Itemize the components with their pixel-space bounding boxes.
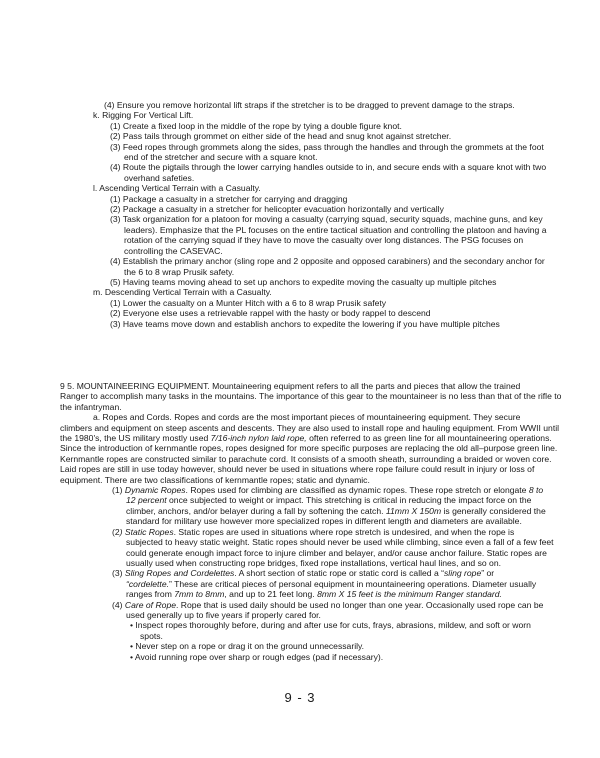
static-ropes-item xyxy=(60,526,554,569)
paragraph-line: climbers and equipment on steep ascents and descents. They are also used to install rope and hauling equipment. From WWII until xyxy=(60,422,560,433)
ranger-standard-emphasis: 8mm X 15 feet is the minimum Ranger standard. xyxy=(317,589,502,600)
rigging-steps-list xyxy=(60,121,550,183)
text-run: climber, anchors, and/or belayer during a fall by softening the catch. xyxy=(126,505,386,516)
ascending-step: rotation of the carrying squad if they have to move the casualty over long distances. The PSG focuses on xyxy=(124,235,524,246)
descending-steps-list xyxy=(60,298,550,329)
paragraph-line xyxy=(60,495,550,505)
page-number: 9 - 3 xyxy=(284,690,316,705)
text-emphasis: 7mm to 8mm xyxy=(174,589,225,600)
item-title: Care of Rope xyxy=(124,599,177,610)
paragraph-line: used generally up to five years if properly cared for. xyxy=(126,609,321,620)
dynamic-ropes-item xyxy=(60,485,550,527)
paragraph-line: Kernmantle ropes are constructed similar to parachute cord. It consists of a smooth sheath, surrounding a braided or woven core. xyxy=(60,453,552,464)
item-number: (3) xyxy=(112,568,125,579)
text-run: . Ropes used for climbing are classified as dynamic ropes. These rope stretch or elongate xyxy=(185,485,529,496)
text-run: the 1980's, the US military mostly used xyxy=(60,433,211,444)
section-intro-line: the infantryman. xyxy=(60,401,122,412)
heading-ascending-terrain: l. Ascending Vertical Terrain with a Casualty. xyxy=(93,183,261,194)
text-run: is generally considered the xyxy=(441,505,546,516)
rigging-step: (3) Feed ropes through grommets along the sides, pass through the handles and through the grommets at the foot xyxy=(110,141,544,152)
item-title: ) Static Ropes xyxy=(119,526,174,537)
text-run: often referred to as green line for all mountaineering operations. xyxy=(306,433,552,444)
rigging-step: end of the stretcher and secure with a square knot. xyxy=(124,152,318,163)
ascending-step: (2) Package a casualty in a stretcher for helicopter evacuation horizontally and vertically xyxy=(110,204,444,215)
rope-care-bullets xyxy=(60,620,550,662)
descending-step: (3) Have teams move down and establish anchors to expedite the lowering if you have multiple pitches xyxy=(110,318,500,329)
text-run: ” or xyxy=(481,568,495,579)
heading-rigging-vertical-lift: k. Rigging For Vertical Lift. xyxy=(93,110,194,121)
text-emphasis: “cordelette. xyxy=(126,578,169,589)
paragraph-line xyxy=(60,485,550,495)
rigging-step: (4) Route the pigtails through the lower carrying handles outside to in, and secure ends with a square knot with two xyxy=(110,162,547,173)
paragraph-line: could generate enough impact force to injure climber and belayer, and/or cause anchor failure. Static ropes are xyxy=(126,547,547,558)
stretcher-procedures xyxy=(60,100,550,329)
rigging-step: (1) Create a fixed loop in the middle of the rope by tying a double figure knot. xyxy=(110,120,402,131)
rope-care-bullet: • Never step on a rope or drag it on the ground unnecessarily. xyxy=(130,641,365,652)
item-number: (1) xyxy=(112,485,125,496)
descending-step: (1) Lower the casualty on a Munter Hitch with a 6 to 8 wrap Prusik safety xyxy=(110,297,387,308)
ascending-step: controlling the CASEVAC. xyxy=(124,245,223,256)
text-emphasis: 12 percent xyxy=(126,495,167,506)
ascending-step: (3) Task organization for a platoon for moving a casualty (carrying squad, security squads, machine guns, and key xyxy=(110,214,543,225)
section-mountaineering-equipment xyxy=(60,381,562,662)
ascending-step: the 6 to 8 wrap Prusik safety. xyxy=(124,266,235,277)
paragraph-line xyxy=(60,506,550,516)
ascending-step: (5) Having teams moving ahead to set up anchors to expedite moving the casualty up multiple pitches xyxy=(110,276,497,287)
rigging-step: overhand safeties. xyxy=(124,172,195,183)
text-run: . A short section of static rope or static cord is called a “ xyxy=(234,568,444,579)
paragraph-line: a. Ropes and Cords. Ropes and cords are the most important pieces of mountaineering equipment. They secure xyxy=(93,412,521,423)
paragraph-line: standard for military use however more specialized ropes in different length and diameters are available. xyxy=(126,516,522,527)
section-intro-line: 9 5. MOUNTAINEERING EQUIPMENT. Mountaineering equipment refers to all the parts and pieces that allow the trained xyxy=(60,381,521,391)
text-run: . Rope that is used daily should be used no longer than one year. Occasionally used rope can be xyxy=(176,599,544,610)
rigging-step: (2) Pass tails through grommet on either side of the head and snug knot against stretcher. xyxy=(110,131,452,142)
care-of-rope-item xyxy=(60,600,550,662)
paragraph-line xyxy=(60,527,550,537)
text-emphasis: sling rope xyxy=(443,568,482,579)
text-emphasis: 11mm X 150m xyxy=(385,505,442,516)
descending-step: (2) Everyone else uses a retrievable rappel with the hasty or body rappel to descend xyxy=(110,308,431,319)
heading-descending-terrain: m. Descending Vertical Terrain with a Casualty. xyxy=(93,287,272,298)
item-number: (4) xyxy=(112,599,125,610)
text-run: once subjected to weight or impact. This stretching is critical in reducing the impact force on the xyxy=(166,495,532,506)
paragraph-line xyxy=(60,568,550,578)
paragraph-line: Since the introduction of kernmantle ropes, ropes designed for more specific purposes are replacing the old all–purpose green line. xyxy=(60,443,558,454)
paragraph-line: equipment. There are two classifications of kernmantle ropes; static and dynamic. xyxy=(60,474,370,485)
rope-care-bullet: • Avoid running rope over sharp or rough edges (pad if necessary). xyxy=(130,651,384,662)
paragraph-line: Laid ropes are still in use today however, should never be used in situations where rope failure could result in injury or loss of xyxy=(60,464,535,475)
item-title: Dynamic Ropes xyxy=(124,485,186,496)
section-intro-line: Ranger to accomplish many tasks in the mountains. The importance of this gear to the mountaineer is no less than that of the rifle to xyxy=(60,391,562,402)
rope-spec-emphasis: 7/16-inch nylon laid rope, xyxy=(210,433,307,444)
paragraph-line xyxy=(60,433,550,443)
item-title: Sling Ropes and Cordelettes xyxy=(124,568,235,579)
text-run: ranges from xyxy=(126,589,175,600)
paragraph-line xyxy=(60,600,550,610)
ascending-step: leaders). Emphasize that the PL focuses on the entire tactical situation and controlling the platoon and having a xyxy=(124,224,547,235)
item-remove-lift-straps: (4) Ensure you remove horizontal lift straps if the stretcher is to be dragged to prevent damage to the straps. xyxy=(104,100,515,110)
ascending-steps-list xyxy=(60,194,550,288)
paragraph-line xyxy=(60,589,550,599)
sling-ropes-item xyxy=(60,568,550,599)
paragraph-line: usually used when constructing rope bridges, fixed rope installations, vertical haul lines, and so on. xyxy=(126,557,501,568)
ropes-and-cords-paragraph xyxy=(60,412,560,485)
rope-care-bullet: spots. xyxy=(140,630,163,641)
rope-care-bullet: • Inspect ropes thoroughly before, during and after use for cuts, frays, abrasions, mildew, and soft or worn xyxy=(130,620,531,631)
paragraph-line xyxy=(60,579,550,589)
ascending-step: (1) Package a casualty in a stretcher for carrying and dragging xyxy=(110,193,348,204)
ascending-step: (4) Establish the primary anchor (sling rope and 2 opposite and opposed carabiners) and the secondary anchor for xyxy=(110,256,545,267)
item-number: (2 xyxy=(112,526,120,537)
text-run: . Static ropes are used in situations where rope stretch is undesired, and when the rope is xyxy=(173,526,515,537)
paragraph-line: subjected to heavy static weight. Static ropes should never be used while climbing, since even a fall of a few feet xyxy=(126,537,554,548)
text-run: ” These are critical pieces of personal equipment in mountaineering operations. Diameter usually xyxy=(169,578,537,589)
text-emphasis: 8 to xyxy=(528,485,544,496)
text-run: , and up to 21 feet long. xyxy=(224,589,318,600)
